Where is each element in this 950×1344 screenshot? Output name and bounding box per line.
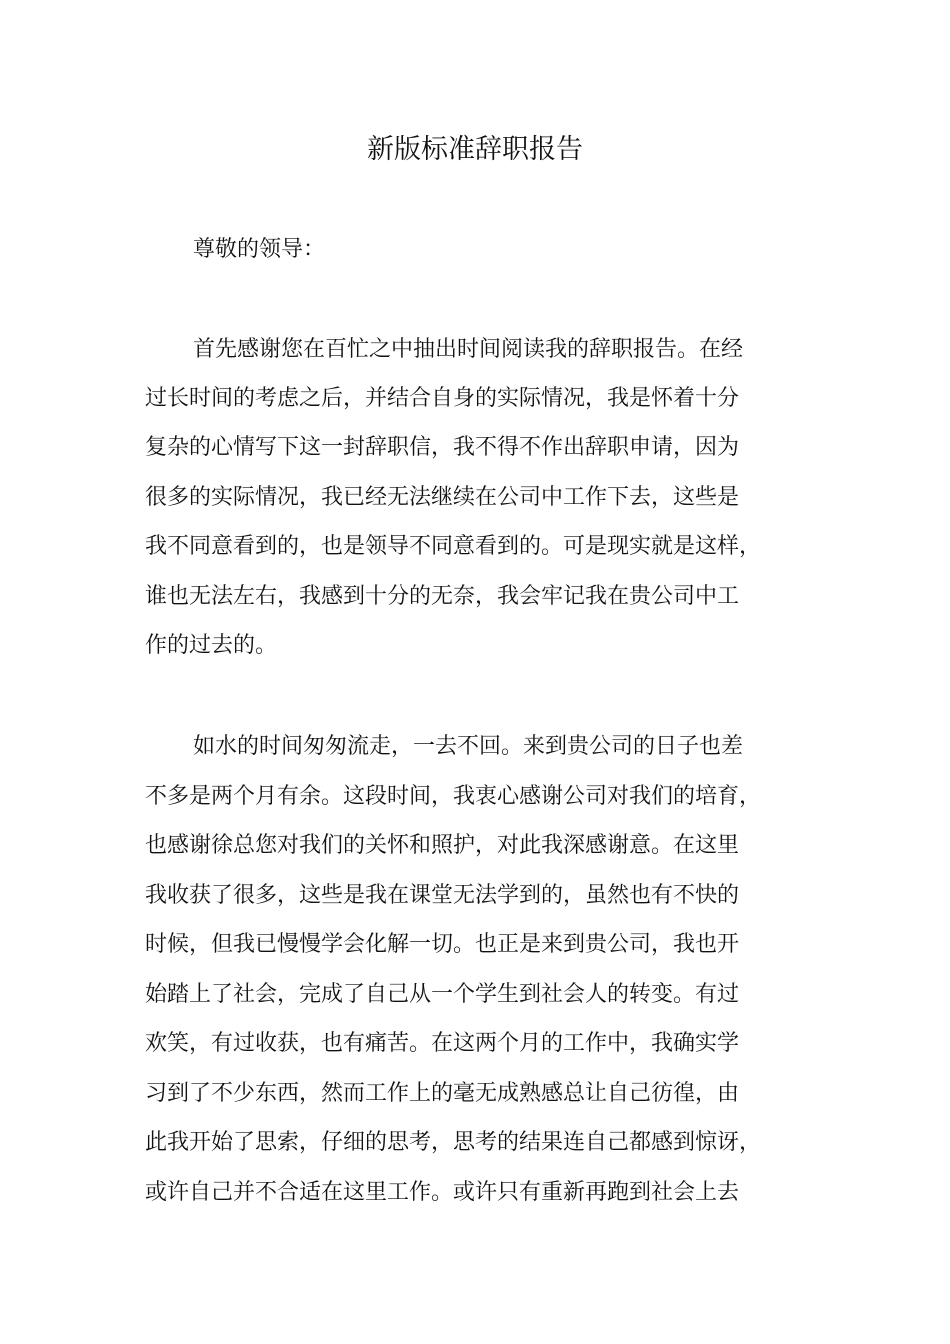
paragraph-line: 时候，但我已慢慢学会化解一切。也正是来到贵公司，我也开 [145,932,740,957]
paragraph-line: 欢笑，有过收获，也有痛苦。在这两个月的工作中，我确实学 [145,1031,740,1056]
paragraph-line: 谁也无法左右，我感到十分的无奈，我会牢记我在贵公司中工 [145,584,740,609]
paragraph-line: 如水的时间匆匆流走，一去不回。来到贵公司的日子也差 [193,734,744,759]
paragraph-line: 过长时间的考虑之后，并结合自身的实际情况，我是怀着十分 [145,386,740,411]
paragraph-line: 首先感谢您在百忙之中抽出时间阅读我的辞职报告。在经 [193,337,744,362]
paragraph-line: 复杂的心情写下这一封辞职信，我不得不作出辞职申请，因为 [145,435,740,460]
paragraph-line: 始踏上了社会，完成了自己从一个学生到社会人的转变。有过 [145,982,740,1007]
paragraph-line: 不多是两个月有余。这段时间，我衷心感谢公司对我们的培育， [145,784,762,809]
paragraph-line: 我不同意看到的，也是领导不同意看到的。可是现实就是这样， [145,534,762,559]
paragraph-line: 很多的实际情况，我已经无法继续在公司中工作下去，这些是 [145,485,740,510]
paragraph-line: 习到了不少东西，然而工作上的毫无成熟感总让自己彷徨，由 [145,1081,740,1106]
paragraph-line: 也感谢徐总您对我们的关怀和照护，对此我深感谢意。在这里 [145,833,740,858]
paragraph-line: 我收获了很多，这些是我在课堂无法学到的，虽然也有不快的 [145,883,740,908]
salutation: 尊敬的领导： [193,237,326,262]
paragraph-line: 作的过去的。 [145,633,278,658]
document-title: 新版标准辞职报告 [367,134,583,165]
paragraph-line: 或许自己并不合适在这里工作。或许只有重新再跑到社会上去 [145,1180,740,1205]
paragraph-line: 此我开始了思索，仔细的思考，思考的结果连自己都感到惊讶， [145,1130,762,1155]
